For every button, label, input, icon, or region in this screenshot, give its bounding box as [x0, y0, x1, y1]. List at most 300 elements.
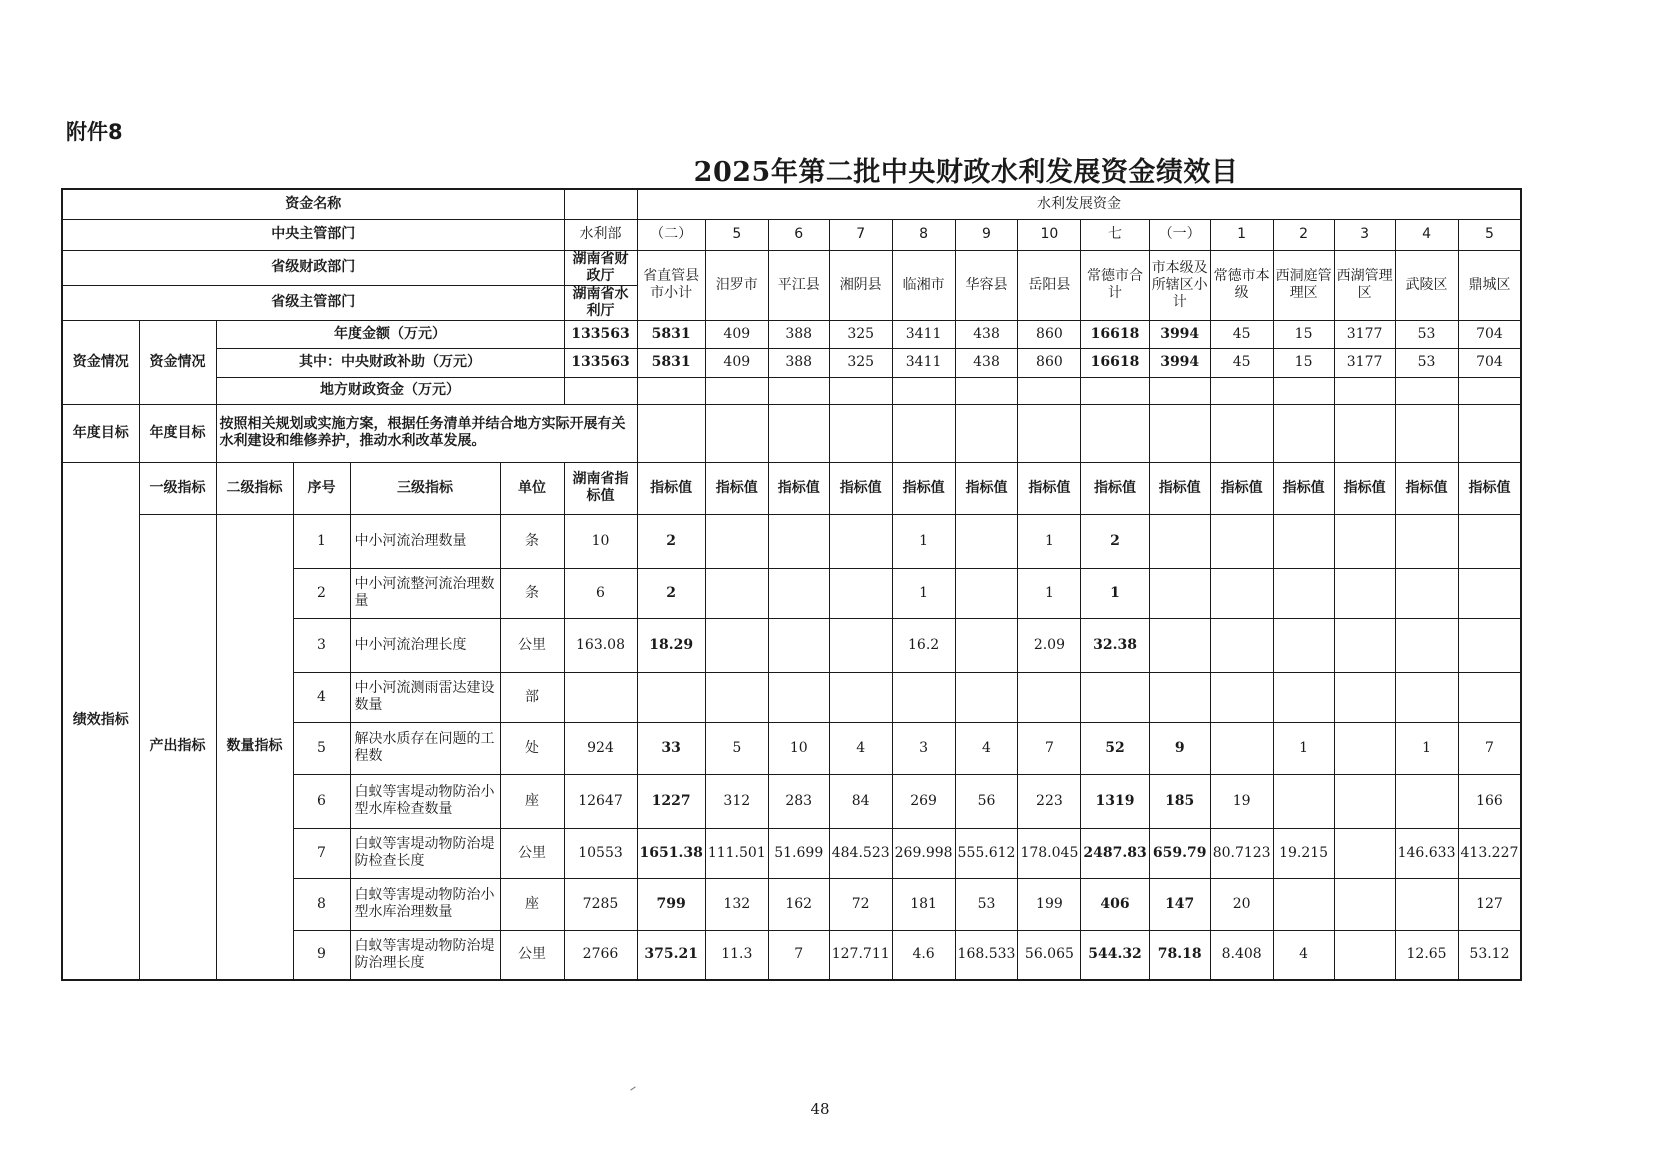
indicator-value-cell: 11.3	[705, 930, 768, 980]
column-name: 鼎城区	[1458, 250, 1521, 320]
column-number: 5	[705, 219, 768, 250]
annual-amount-cell: 53	[1395, 320, 1458, 348]
indicator-value-cell	[1458, 514, 1521, 568]
indicator-value-cell: 127.711	[829, 930, 892, 980]
indicator-value-cell	[1149, 514, 1210, 568]
column-name: 常德市合计	[1081, 250, 1149, 320]
indicator-value-cell	[1395, 878, 1458, 930]
indicator-prov-value: 163.08	[564, 618, 637, 672]
indicator-prov-value: 6	[564, 568, 637, 618]
local-funds-row	[62, 377, 1521, 404]
head-indicator-value: 指标值	[1395, 462, 1458, 514]
indicator-value-cell: 312	[705, 774, 768, 828]
indicator-name: 中小河流治理数量	[350, 514, 500, 568]
local-funds-cell	[705, 377, 768, 404]
column-number: 5	[1458, 219, 1521, 250]
indicator-value-cell	[955, 514, 1018, 568]
indicator-value-cell: 80.7123	[1210, 828, 1273, 878]
head-indicator-value: 指标值	[892, 462, 955, 514]
central-subsidy-cell: 45	[1210, 348, 1273, 377]
indicator-value-cell	[1273, 568, 1334, 618]
indicator-value-cell: 132	[705, 878, 768, 930]
indicator-value-cell	[1395, 618, 1458, 672]
indicator-value-cell	[768, 618, 829, 672]
indicator-name: 中小河流整河流治理数量	[350, 568, 500, 618]
goal-empty-cell	[955, 404, 1018, 462]
goal-empty-cell	[1018, 404, 1081, 462]
indicator-value-cell: 5	[705, 722, 768, 774]
prov-finance-row	[62, 250, 1521, 285]
indicator-value-cell	[1018, 672, 1081, 722]
indicator-value-cell: 7	[1458, 722, 1521, 774]
annual-amount-cell: 860	[1018, 320, 1081, 348]
indicator-value-cell: 1	[892, 568, 955, 618]
indicator-value-cell: 4	[829, 722, 892, 774]
column-name: 市本级及所辖区小计	[1149, 250, 1210, 320]
column-number: 2	[1273, 219, 1334, 250]
indicator-value-cell: 19	[1210, 774, 1273, 828]
goal-empty-cell	[1334, 404, 1395, 462]
indicator-value-cell	[1273, 672, 1334, 722]
indicator-value-cell	[1149, 568, 1210, 618]
local-funds-cell	[637, 377, 705, 404]
indicator-value-cell: 1227	[637, 774, 705, 828]
indicator-seq: 7	[293, 828, 350, 878]
indicator-value-cell	[892, 672, 955, 722]
indicator-value-cell: 555.612	[955, 828, 1018, 878]
indicator-value-cell: 56	[955, 774, 1018, 828]
indicator-value-cell: 799	[637, 878, 705, 930]
indicator-value-cell	[768, 514, 829, 568]
fund-name-label: 资金名称	[62, 189, 564, 219]
indicator-value-cell	[1210, 618, 1273, 672]
central-subsidy-cell: 325	[829, 348, 892, 377]
indicator-value-cell	[1273, 878, 1334, 930]
column-number: 4	[1395, 219, 1458, 250]
indicator-row	[62, 514, 1521, 568]
local-funds-cell	[955, 377, 1018, 404]
indicator-value-cell	[768, 568, 829, 618]
central-subsidy-label: 其中：中央财政补助（万元）	[216, 348, 564, 377]
prov-finance-label: 省级财政部门	[62, 250, 564, 285]
indicator-value-cell: 52	[1081, 722, 1149, 774]
indicator-value-cell: 269	[892, 774, 955, 828]
indicator-value-cell: 1319	[1081, 774, 1149, 828]
indicator-header-row	[62, 462, 1521, 514]
indicator-value-cell	[1273, 774, 1334, 828]
indicator-prov-value: 10	[564, 514, 637, 568]
indicator-value-cell: 146.633	[1395, 828, 1458, 878]
central-subsidy-cell: 3177	[1334, 348, 1395, 377]
indicator-value-cell: 4	[1273, 930, 1334, 980]
indicator-value-cell: 1	[1018, 514, 1081, 568]
indicator-value-cell	[1210, 672, 1273, 722]
indicator-value-cell: 20	[1210, 878, 1273, 930]
indicator-name: 白蚁等害堤动物防治堤防检查长度	[350, 828, 500, 878]
indicator-unit: 条	[500, 568, 564, 618]
indicator-value-cell	[1210, 722, 1273, 774]
indicator-value-cell	[1334, 930, 1395, 980]
goal-empty-cell	[1149, 404, 1210, 462]
indicator-value-cell	[768, 672, 829, 722]
column-number: 10	[1018, 219, 1081, 250]
central-subsidy-cell: 409	[705, 348, 768, 377]
indicator-value-cell: 1	[1395, 722, 1458, 774]
indicator-value-cell	[1334, 618, 1395, 672]
central-subsidy-row	[62, 348, 1521, 377]
column-name: 平江县	[768, 250, 829, 320]
head-indicator-value: 指标值	[1458, 462, 1521, 514]
central-subsidy-cell: 388	[768, 348, 829, 377]
indicator-value-cell	[955, 618, 1018, 672]
indicator-value-cell: 406	[1081, 878, 1149, 930]
indicator-value-cell: 12.65	[1395, 930, 1458, 980]
indicator-value-cell: 413.227	[1458, 828, 1521, 878]
local-funds-cell	[768, 377, 829, 404]
head-indicator-value: 指标值	[1081, 462, 1149, 514]
annual-goal-row	[62, 404, 1521, 462]
column-name: 西湖管理区	[1334, 250, 1395, 320]
goal-section-label: 年度目标	[62, 404, 139, 462]
annual-amount-cell: 3177	[1334, 320, 1395, 348]
indicator-value-cell: 53	[955, 878, 1018, 930]
indicator-value-cell: 19.215	[1273, 828, 1334, 878]
indicator-value-cell: 2	[637, 514, 705, 568]
indicator-value-cell: 1	[1081, 568, 1149, 618]
indicator-value-cell	[1458, 672, 1521, 722]
indicator-value-cell	[829, 514, 892, 568]
head-prov-value: 湖南省指标值	[564, 462, 637, 514]
indicator-value-cell: 3	[892, 722, 955, 774]
indicator-value-cell	[1210, 514, 1273, 568]
head-indicator-value: 指标值	[955, 462, 1018, 514]
annual-amount-label: 年度金额（万元）	[216, 320, 564, 348]
central-subsidy-cell: 3411	[892, 348, 955, 377]
goal-sub-label: 年度目标	[139, 404, 216, 462]
indicator-value-cell: 33	[637, 722, 705, 774]
goal-empty-cell	[1210, 404, 1273, 462]
indicator-value-cell: 8.408	[1210, 930, 1273, 980]
local-funds-cell	[1081, 377, 1149, 404]
annual-amount-total: 133563	[564, 320, 637, 348]
central-subsidy-cell: 16618	[1081, 348, 1149, 377]
local-funds-cell	[1149, 377, 1210, 404]
performance-table	[61, 188, 1522, 981]
indicator-value-cell: 199	[1018, 878, 1081, 930]
head-indicator-value: 指标值	[1018, 462, 1081, 514]
indicator-value-cell: 7	[768, 930, 829, 980]
indicator-value-cell	[1334, 828, 1395, 878]
page-number: 48	[810, 1100, 830, 1118]
column-name: 临湘市	[892, 250, 955, 320]
column-name: 省直管县市小计	[637, 250, 705, 320]
fund-name-value: 水利发展资金	[637, 189, 1521, 219]
central-subsidy-cell: 15	[1273, 348, 1334, 377]
goal-empty-cell	[829, 404, 892, 462]
indicator-value-cell: 16.2	[892, 618, 955, 672]
head-indicator-value: 指标值	[705, 462, 768, 514]
head-indicator-value: 指标值	[1273, 462, 1334, 514]
column-name: 华容县	[955, 250, 1018, 320]
central-subsidy-cell: 438	[955, 348, 1018, 377]
indicator-value-cell: 2.09	[1018, 618, 1081, 672]
local-funds-cell	[1210, 377, 1273, 404]
indicator-value-cell: 269.998	[892, 828, 955, 878]
indicator-value-cell	[705, 618, 768, 672]
indicator-value-cell	[705, 672, 768, 722]
head-seq: 序号	[293, 462, 350, 514]
head-indicator-value: 指标值	[768, 462, 829, 514]
indicator-unit: 公里	[500, 618, 564, 672]
head-unit: 单位	[500, 462, 564, 514]
indicator-value-cell: 1	[892, 514, 955, 568]
local-funds-cell	[1273, 377, 1334, 404]
indicator-value-cell: 84	[829, 774, 892, 828]
scan-mark	[630, 1086, 635, 1090]
indicator-name: 白蚁等害堤动物防治堤防治理长度	[350, 930, 500, 980]
indicator-unit: 公里	[500, 930, 564, 980]
column-name: 西洞庭管理区	[1273, 250, 1334, 320]
goal-empty-cell	[705, 404, 768, 462]
funds-section-label: 资金情况	[62, 320, 139, 404]
annual-amount-cell: 438	[955, 320, 1018, 348]
indicator-unit: 座	[500, 878, 564, 930]
indicator-value-cell: 32.38	[1081, 618, 1149, 672]
annual-amount-cell: 16618	[1081, 320, 1149, 348]
column-name: 常德市本级	[1210, 250, 1273, 320]
goal-empty-cell	[892, 404, 955, 462]
indicator-value-cell: 9	[1149, 722, 1210, 774]
indicator-value-cell: 659.79	[1149, 828, 1210, 878]
column-number: 1	[1210, 219, 1273, 250]
head-indicator-value: 指标值	[829, 462, 892, 514]
central-subsidy-cell: 5831	[637, 348, 705, 377]
indicator-seq: 9	[293, 930, 350, 980]
indicator-value-cell	[1149, 618, 1210, 672]
local-funds-cell	[1458, 377, 1521, 404]
indicator-seq: 5	[293, 722, 350, 774]
central-dept-label: 中央主管部门	[62, 219, 564, 250]
indicator-seq: 6	[293, 774, 350, 828]
annual-amount-cell: 5831	[637, 320, 705, 348]
head-indicator-value: 指标值	[1210, 462, 1273, 514]
indicator-seq: 1	[293, 514, 350, 568]
indicator-seq: 3	[293, 618, 350, 672]
annual-amount-cell: 388	[768, 320, 829, 348]
indicator-value-cell: 1651.38	[637, 828, 705, 878]
goal-empty-cell	[637, 404, 705, 462]
central-subsidy-cell: 3994	[1149, 348, 1210, 377]
indicator-value-cell: 51.699	[768, 828, 829, 878]
indicator-prov-value	[564, 672, 637, 722]
indicator-prov-value: 10553	[564, 828, 637, 878]
central-dept-row	[62, 219, 1521, 250]
indicator-prov-value: 7285	[564, 878, 637, 930]
indicator-value-cell	[1273, 514, 1334, 568]
indicator-value-cell	[1395, 568, 1458, 618]
indicator-value-cell	[1334, 672, 1395, 722]
indicator-seq: 8	[293, 878, 350, 930]
local-funds-cell	[829, 377, 892, 404]
fund-name-row	[62, 189, 1521, 219]
indicator-value-cell: 185	[1149, 774, 1210, 828]
indicator-prov-value: 924	[564, 722, 637, 774]
local-funds-cell	[892, 377, 955, 404]
indicator-value-cell: 4.6	[892, 930, 955, 980]
column-name: 汨罗市	[705, 250, 768, 320]
column-name: 武陵区	[1395, 250, 1458, 320]
indicator-value-cell	[1149, 672, 1210, 722]
indicator-unit: 座	[500, 774, 564, 828]
head-level1: 一级指标	[139, 462, 216, 514]
indicator-value-cell: 18.29	[637, 618, 705, 672]
local-funds-cell	[1018, 377, 1081, 404]
annual-amount-cell: 409	[705, 320, 768, 348]
indicator-value-cell: 1	[1273, 722, 1334, 774]
indicator-value-cell	[1210, 568, 1273, 618]
page-title: 2025年第二批中央财政水利发展资金绩效目	[693, 157, 1239, 188]
column-number: 6	[768, 219, 829, 250]
prov-dept-label: 省级主管部门	[62, 285, 564, 320]
goal-empty-cell	[768, 404, 829, 462]
column-name: 湘阴县	[829, 250, 892, 320]
indicator-value-cell	[1334, 514, 1395, 568]
indicator-value-cell: 147	[1149, 878, 1210, 930]
local-funds-label: 地方财政资金（万元）	[216, 377, 564, 404]
column-name: 岳阳县	[1018, 250, 1081, 320]
indicator-value-cell: 484.523	[829, 828, 892, 878]
indicator-prov-value: 2766	[564, 930, 637, 980]
head-indicator-value: 指标值	[1334, 462, 1395, 514]
indicator-value-cell: 178.045	[1018, 828, 1081, 878]
column-number: 8	[892, 219, 955, 250]
annual-amount-cell: 704	[1458, 320, 1521, 348]
indicator-value-cell: 2487.83	[1081, 828, 1149, 878]
indicator-seq: 2	[293, 568, 350, 618]
indicator-value-cell: 127	[1458, 878, 1521, 930]
indicator-value-cell	[829, 568, 892, 618]
indicator-value-cell: 53.12	[1458, 930, 1521, 980]
indicator-value-cell	[955, 568, 1018, 618]
indicator-name: 白蚁等害堤动物防治小型水库治理数量	[350, 878, 500, 930]
annual-amount-cell: 325	[829, 320, 892, 348]
indicator-unit: 部	[500, 672, 564, 722]
indicator-seq: 4	[293, 672, 350, 722]
indicator-value-cell: 78.18	[1149, 930, 1210, 980]
local-funds-cell	[1395, 377, 1458, 404]
annual-amount-cell: 15	[1273, 320, 1334, 348]
local-funds-cell	[1334, 377, 1395, 404]
indicator-value-cell: 4	[955, 722, 1018, 774]
indicator-unit: 公里	[500, 828, 564, 878]
indicator-value-cell	[829, 672, 892, 722]
indicator-value-cell: 162	[768, 878, 829, 930]
annual-amount-cell: 45	[1210, 320, 1273, 348]
annual-goal-text: 按照相关规划或实施方案，根据任务清单并结合地方实际开展有关水利建设和维修养护，推动水利改革发展。	[216, 404, 637, 462]
central-subsidy-cell: 704	[1458, 348, 1521, 377]
indicator-value-cell	[1395, 514, 1458, 568]
indicators-section-label: 绩效指标	[62, 462, 139, 980]
indicator-value-cell	[955, 672, 1018, 722]
indicator-value-cell	[1081, 672, 1149, 722]
indicator-value-cell: 7	[1018, 722, 1081, 774]
indicator-value-cell	[1458, 618, 1521, 672]
central-subsidy-cell: 860	[1018, 348, 1081, 377]
goal-empty-cell	[1458, 404, 1521, 462]
indicator-value-cell	[705, 514, 768, 568]
indicator-value-cell: 72	[829, 878, 892, 930]
column-number: 3	[1334, 219, 1395, 250]
indicator-name: 白蚁等害堤动物防治小型水库检查数量	[350, 774, 500, 828]
indicator-value-cell	[1273, 618, 1334, 672]
indicator-value-cell	[829, 618, 892, 672]
indicator-value-cell: 181	[892, 878, 955, 930]
indicator-value-cell: 544.32	[1081, 930, 1149, 980]
indicator-value-cell	[1334, 568, 1395, 618]
indicator-value-cell: 223	[1018, 774, 1081, 828]
column-number: （二）	[637, 219, 705, 250]
indicator-value-cell: 10	[768, 722, 829, 774]
indicator-value-cell	[637, 672, 705, 722]
head-level2: 二级指标	[216, 462, 293, 514]
goal-empty-cell	[1081, 404, 1149, 462]
indicator-unit: 条	[500, 514, 564, 568]
goal-empty-cell	[1273, 404, 1334, 462]
indicator-value-cell	[1334, 722, 1395, 774]
indicator-value-cell	[1458, 568, 1521, 618]
annual-amount-cell: 3411	[892, 320, 955, 348]
column-number: 七	[1081, 219, 1149, 250]
attachment-label: 附件8	[66, 120, 123, 144]
central-subsidy-total: 133563	[564, 348, 637, 377]
indicator-value-cell	[705, 568, 768, 618]
central-subsidy-cell: 53	[1395, 348, 1458, 377]
column-number: 9	[955, 219, 1018, 250]
indicator-prov-value: 12647	[564, 774, 637, 828]
level1-indicator: 产出指标	[139, 514, 216, 980]
indicator-value-cell: 166	[1458, 774, 1521, 828]
funds-sub-label: 资金情况	[139, 320, 216, 404]
indicator-value-cell: 375.21	[637, 930, 705, 980]
prov-dept-value: 湖南省水利厅	[564, 285, 637, 320]
indicator-value-cell	[1395, 672, 1458, 722]
column-number: 7	[829, 219, 892, 250]
indicator-value-cell: 56.065	[1018, 930, 1081, 980]
indicator-name: 中小河流测雨雷达建设数量	[350, 672, 500, 722]
indicator-name: 中小河流治理长度	[350, 618, 500, 672]
level2-indicator: 数量指标	[216, 514, 293, 980]
annual-amount-row	[62, 320, 1521, 348]
goal-empty-cell	[1395, 404, 1458, 462]
indicator-value-cell: 111.501	[705, 828, 768, 878]
indicator-value-cell	[1334, 774, 1395, 828]
indicator-value-cell: 2	[1081, 514, 1149, 568]
head-indicator-value: 指标值	[1149, 462, 1210, 514]
column-number: （一）	[1149, 219, 1210, 250]
indicator-value-cell	[1395, 774, 1458, 828]
indicator-value-cell	[1334, 878, 1395, 930]
head-indicator-value: 指标值	[637, 462, 705, 514]
annual-amount-cell: 3994	[1149, 320, 1210, 348]
indicator-value-cell: 1	[1018, 568, 1081, 618]
indicator-name: 解决水质存在问题的工程数	[350, 722, 500, 774]
prov-finance-value: 湖南省财政厅	[564, 250, 637, 285]
indicator-value-cell: 283	[768, 774, 829, 828]
central-dept-value: 水利部	[564, 219, 637, 250]
head-level3: 三级指标	[350, 462, 500, 514]
indicator-value-cell: 168.533	[955, 930, 1018, 980]
indicator-value-cell: 2	[637, 568, 705, 618]
